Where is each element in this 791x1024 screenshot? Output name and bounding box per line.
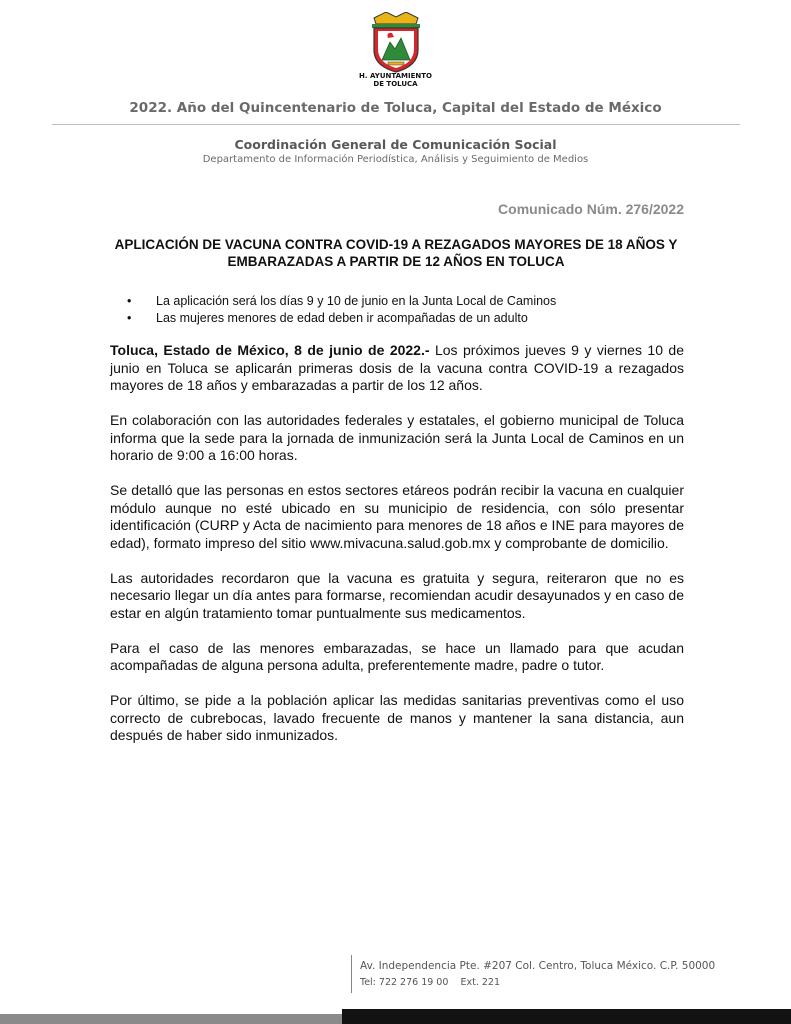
list-item [127, 293, 687, 310]
paragraph-text: Los próximos jueves 9 y viernes 10 de junio en Toluca se aplicarán primeras dosis de la vacuna contra COVID-19 a rezagados mayores de 18 años y embarazadas a partir de los 12 años. [110, 342, 685, 393]
footer-bar-black [342, 1009, 791, 1024]
communique-number: Comunicado Núm. 276/2022 [498, 201, 684, 217]
summary-bullets [127, 293, 687, 326]
article-body [110, 342, 684, 762]
header-divider [52, 124, 740, 125]
paragraph: Se detalló que las personas en estos sectores etáreos podrán recibir la vacuna en cualquier módulo aunque no esté ubicado en su municipio de residencia, con sólo presentar identificación (CURP y Acta de nacimiento para menores de 18 años e INE para mayores de edad), formato impreso del sitio www.mivacuna.salud.gob.mx y comprobante de domicilio. [110, 482, 684, 551]
toluca-crest-icon [364, 12, 428, 74]
paragraph: Las autoridades recordaron que la vacuna es gratuita y segura, reiteraron que no es necesario llegar un día antes para formarse, recomiendan acudir desayunados y en caso de estar en algún tratamiento tomar puntualmente sus medicamentos. [110, 569, 684, 621]
footer-divider [351, 955, 352, 993]
bullet-icon: • [127, 310, 132, 325]
footer-phone: Tel: 722 276 19 00 Ext. 221 [360, 977, 500, 988]
footer-address: Av. Independencia Pte. #207 Col. Centro, Toluca México. C.P. 50000 [360, 960, 716, 972]
department-title: Coordinación General de Comunicación Social [234, 137, 557, 152]
department-subtitle: Departamento de Información Periodística, Análisis y Seguimiento de Medios [202, 154, 589, 165]
list-item [127, 310, 687, 327]
paragraph: Para el caso de las menores embarazadas, se hace un llamado para que acudan acompañadas de alguna persona adulta, preferentemente madre, padre o tutor. [110, 639, 684, 673]
bullet-text: La aplicación será los días 9 y 10 de junio en la Junta Local de Caminos [156, 294, 557, 308]
headline: APLICACIÓN DE VACUNA CONTRA COVID-19 A REZAGADOS MAYORES DE 18 AÑOS Y EMBARAZADAS A PARTIR DE 12 AÑOS EN TOLUCA [114, 237, 678, 269]
paragraph: Por último, se pide a la población aplicar las medidas sanitarias preventivas como el uso correcto de cubrebocas, lavado frecuente de manos y mantener la sana distancia, aun después de haber sido inmunizados. [110, 692, 684, 743]
bullet-icon: • [127, 294, 132, 308]
year-line: 2022. Año del Quincentenario de Toluca, Capital del Estado de México [129, 100, 662, 116]
crest-caption: H. AYUNTAMIENTO DE TOLUCA [359, 72, 432, 88]
footer-bar-gray [0, 1014, 342, 1024]
paragraph [110, 342, 684, 395]
paragraph: En colaboración con las autoridades federales y estatales, el gobierno municipal de Toluca informa que la sede para la jornada de inmunización será la Junta Local de Caminos en un horario de 9:00 a 16:00 horas. [110, 412, 684, 463]
bullet-text: Las mujeres menores de edad deben ir acompañadas de un adulto [156, 310, 528, 325]
dateline: Toluca, Estado de México, 8 de junio de 2022.- [110, 342, 430, 358]
